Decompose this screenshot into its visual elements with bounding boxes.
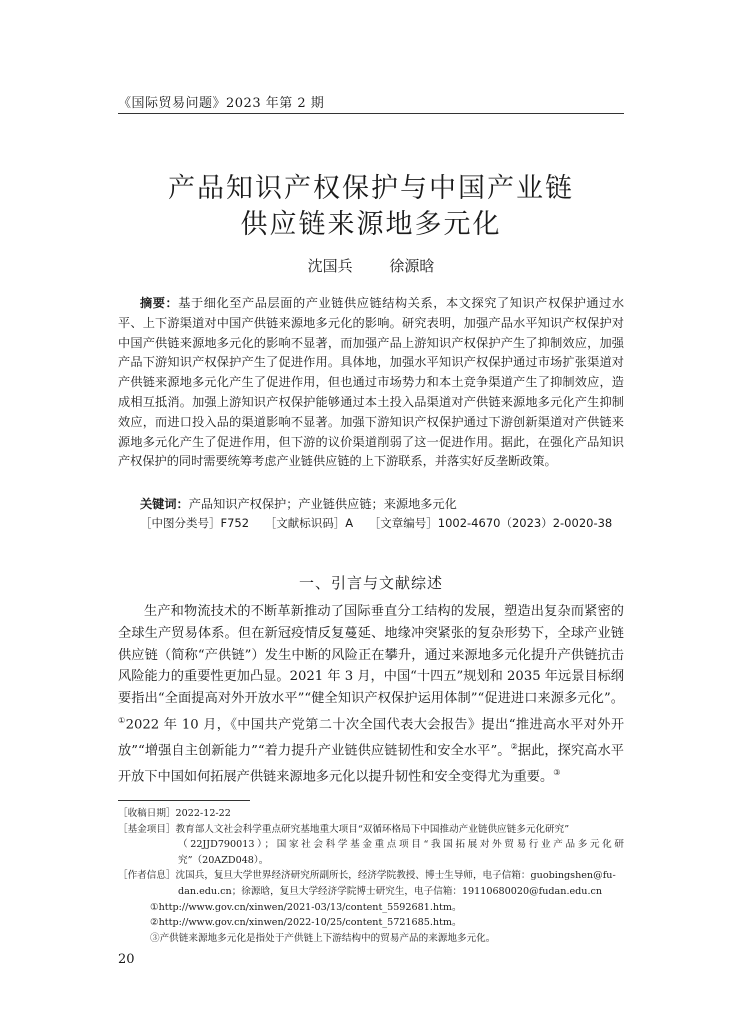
footnote-1-link[interactable]: ①http://www.gov.cn/xinwen/2021-03/13/content_5592681.htm。 bbox=[150, 901, 462, 913]
abstract-text: 基于细化至产品层面的产业链供应链结构关系，本文探究了知识产权保护通过水平、上下游渠道对中国产供链来源地多元化的影响。研究表明，加强产品水平知识产权保护对中国产供链来源地多元化的影响不显著，而加强产品上游知识产权保护产生了抑制效应，加强产品下游知识产权保护产生了促进作用。具体地，加强水平知识产权保护通过市场扩张渠道对产供链来源地多元化产生了促进作用，但也通过市场势力和本土竞争渠道产生了抑制效应，造成相互抵消。加强上游知识产权保护能够通过本土投入品渠道对产供链来源地多元化产生抑制效应，而进口投入品的渠道影响不显著。加强下游知识产权保护通过下游创新渠道对产供链来源地多元化产生了促进作用，但下游的议价渠道削弱了这一促进作用。据此，在强化产品知识产权保护的同时需要统筹考虑产业链供应链的上下游联系，并落实好反垄断政策。 bbox=[118, 296, 625, 469]
paragraph-text-b: 2022 年 10 月，《中国共产党第二十次全国代表大会报告》提出“推进高水平对外开放”“增强自主创新能力”“着力提升产业链供应链韧性和安全水平”。 bbox=[118, 717, 625, 759]
footnote-ref-1[interactable]: ① bbox=[118, 715, 126, 725]
article-title-line-1: 产品知识产权保护与中国产业链 bbox=[168, 173, 574, 204]
footnote-ref-2[interactable]: ② bbox=[510, 742, 518, 752]
keywords bbox=[118, 495, 624, 512]
footnote-ref-3[interactable]: ③ bbox=[553, 768, 561, 778]
page-number: 20 bbox=[118, 952, 135, 967]
article-number: ［文章编号］1002-4670（2023）2-0020-38 bbox=[368, 516, 613, 530]
author-2: 徐源晗 bbox=[389, 257, 435, 275]
clc-number: ［中图分类号］F752 bbox=[140, 516, 250, 530]
received-date: ［收稿日期］2022-12-22 bbox=[118, 808, 231, 819]
article-title-line-2: 供应链来源地多元化 bbox=[240, 209, 502, 240]
author-info-line-2: dan.edu.cn；徐源晗，复旦大学经济学院博士研究生，电子信箱：19110680020@fudan.edu.cn bbox=[178, 885, 603, 897]
author-1: 沈国兵 bbox=[307, 257, 353, 275]
paragraph-text-a: 生产和物流技术的不断革新推动了国际垂直分工结构的发展，塑造出复杂而紧密的全球生产贸易体系。但在新冠疫情反复蔓延、地缘冲突紧张的复杂形势下，全球产业链供应链（简称“产供链”）发生中断的风险正在攀升，通过来源地多元化提升产供链抗击风险能力的重要性更加凸显。2021 年 3 月，中国“十四五”规划和 2035 年远景目标纲要指出“全面提高对外开放水平”“健全知识产权保护运用体制”“促进进口来源多元化”。 bbox=[118, 604, 624, 707]
footnote-3: ③产供链来源地多元化是指处于产供链上下游结构中的贸易产品的来源地多元化。 bbox=[150, 932, 496, 944]
section-heading: 一、引言与文献综述 bbox=[298, 574, 443, 592]
fund-info-line-2: （22JJD790013）；国家社会科学基金重点项目“我国拓展对外贸易行业产品多元化研究”（20AZD048）。 bbox=[178, 839, 624, 866]
fund-info-line-1: ［基金项目］教育部人文社会科学重点研究基地重大项目“双循环格局下中国推动产业链供应链多元化研究” bbox=[118, 823, 570, 835]
author-list bbox=[118, 255, 624, 276]
footnote-2-link[interactable]: ②http://www.gov.cn/xinwen/2022-10/25/content_5721685.htm。 bbox=[150, 917, 462, 929]
paragraph-text-c: 据此，探究高水平开放下中国如何拓展产供链来源地多元化以提升韧性和安全变得尤为重要。 bbox=[118, 743, 624, 785]
footnotes bbox=[118, 806, 624, 946]
keywords-text: 产品知识产权保护；产业链供应链；来源地多元化 bbox=[188, 497, 457, 511]
document-code: ［文献标识码］A bbox=[264, 516, 354, 530]
classification-line bbox=[140, 515, 624, 531]
abstract bbox=[118, 294, 624, 472]
body-paragraph bbox=[118, 601, 624, 789]
keywords-label: 关键词： bbox=[140, 497, 189, 511]
author-info-line-1: ［作者信息］沈国兵，复旦大学世界经济研究所副所长，经济学院教授、博士生导师，电子信箱：guobingshen@fu- bbox=[118, 870, 616, 882]
abstract-label: 摘要： bbox=[140, 296, 179, 310]
footnote-rule bbox=[118, 800, 250, 801]
header-rule bbox=[118, 113, 624, 114]
running-head: 《国际贸易问题》2023 年第 2 期 bbox=[118, 96, 325, 111]
